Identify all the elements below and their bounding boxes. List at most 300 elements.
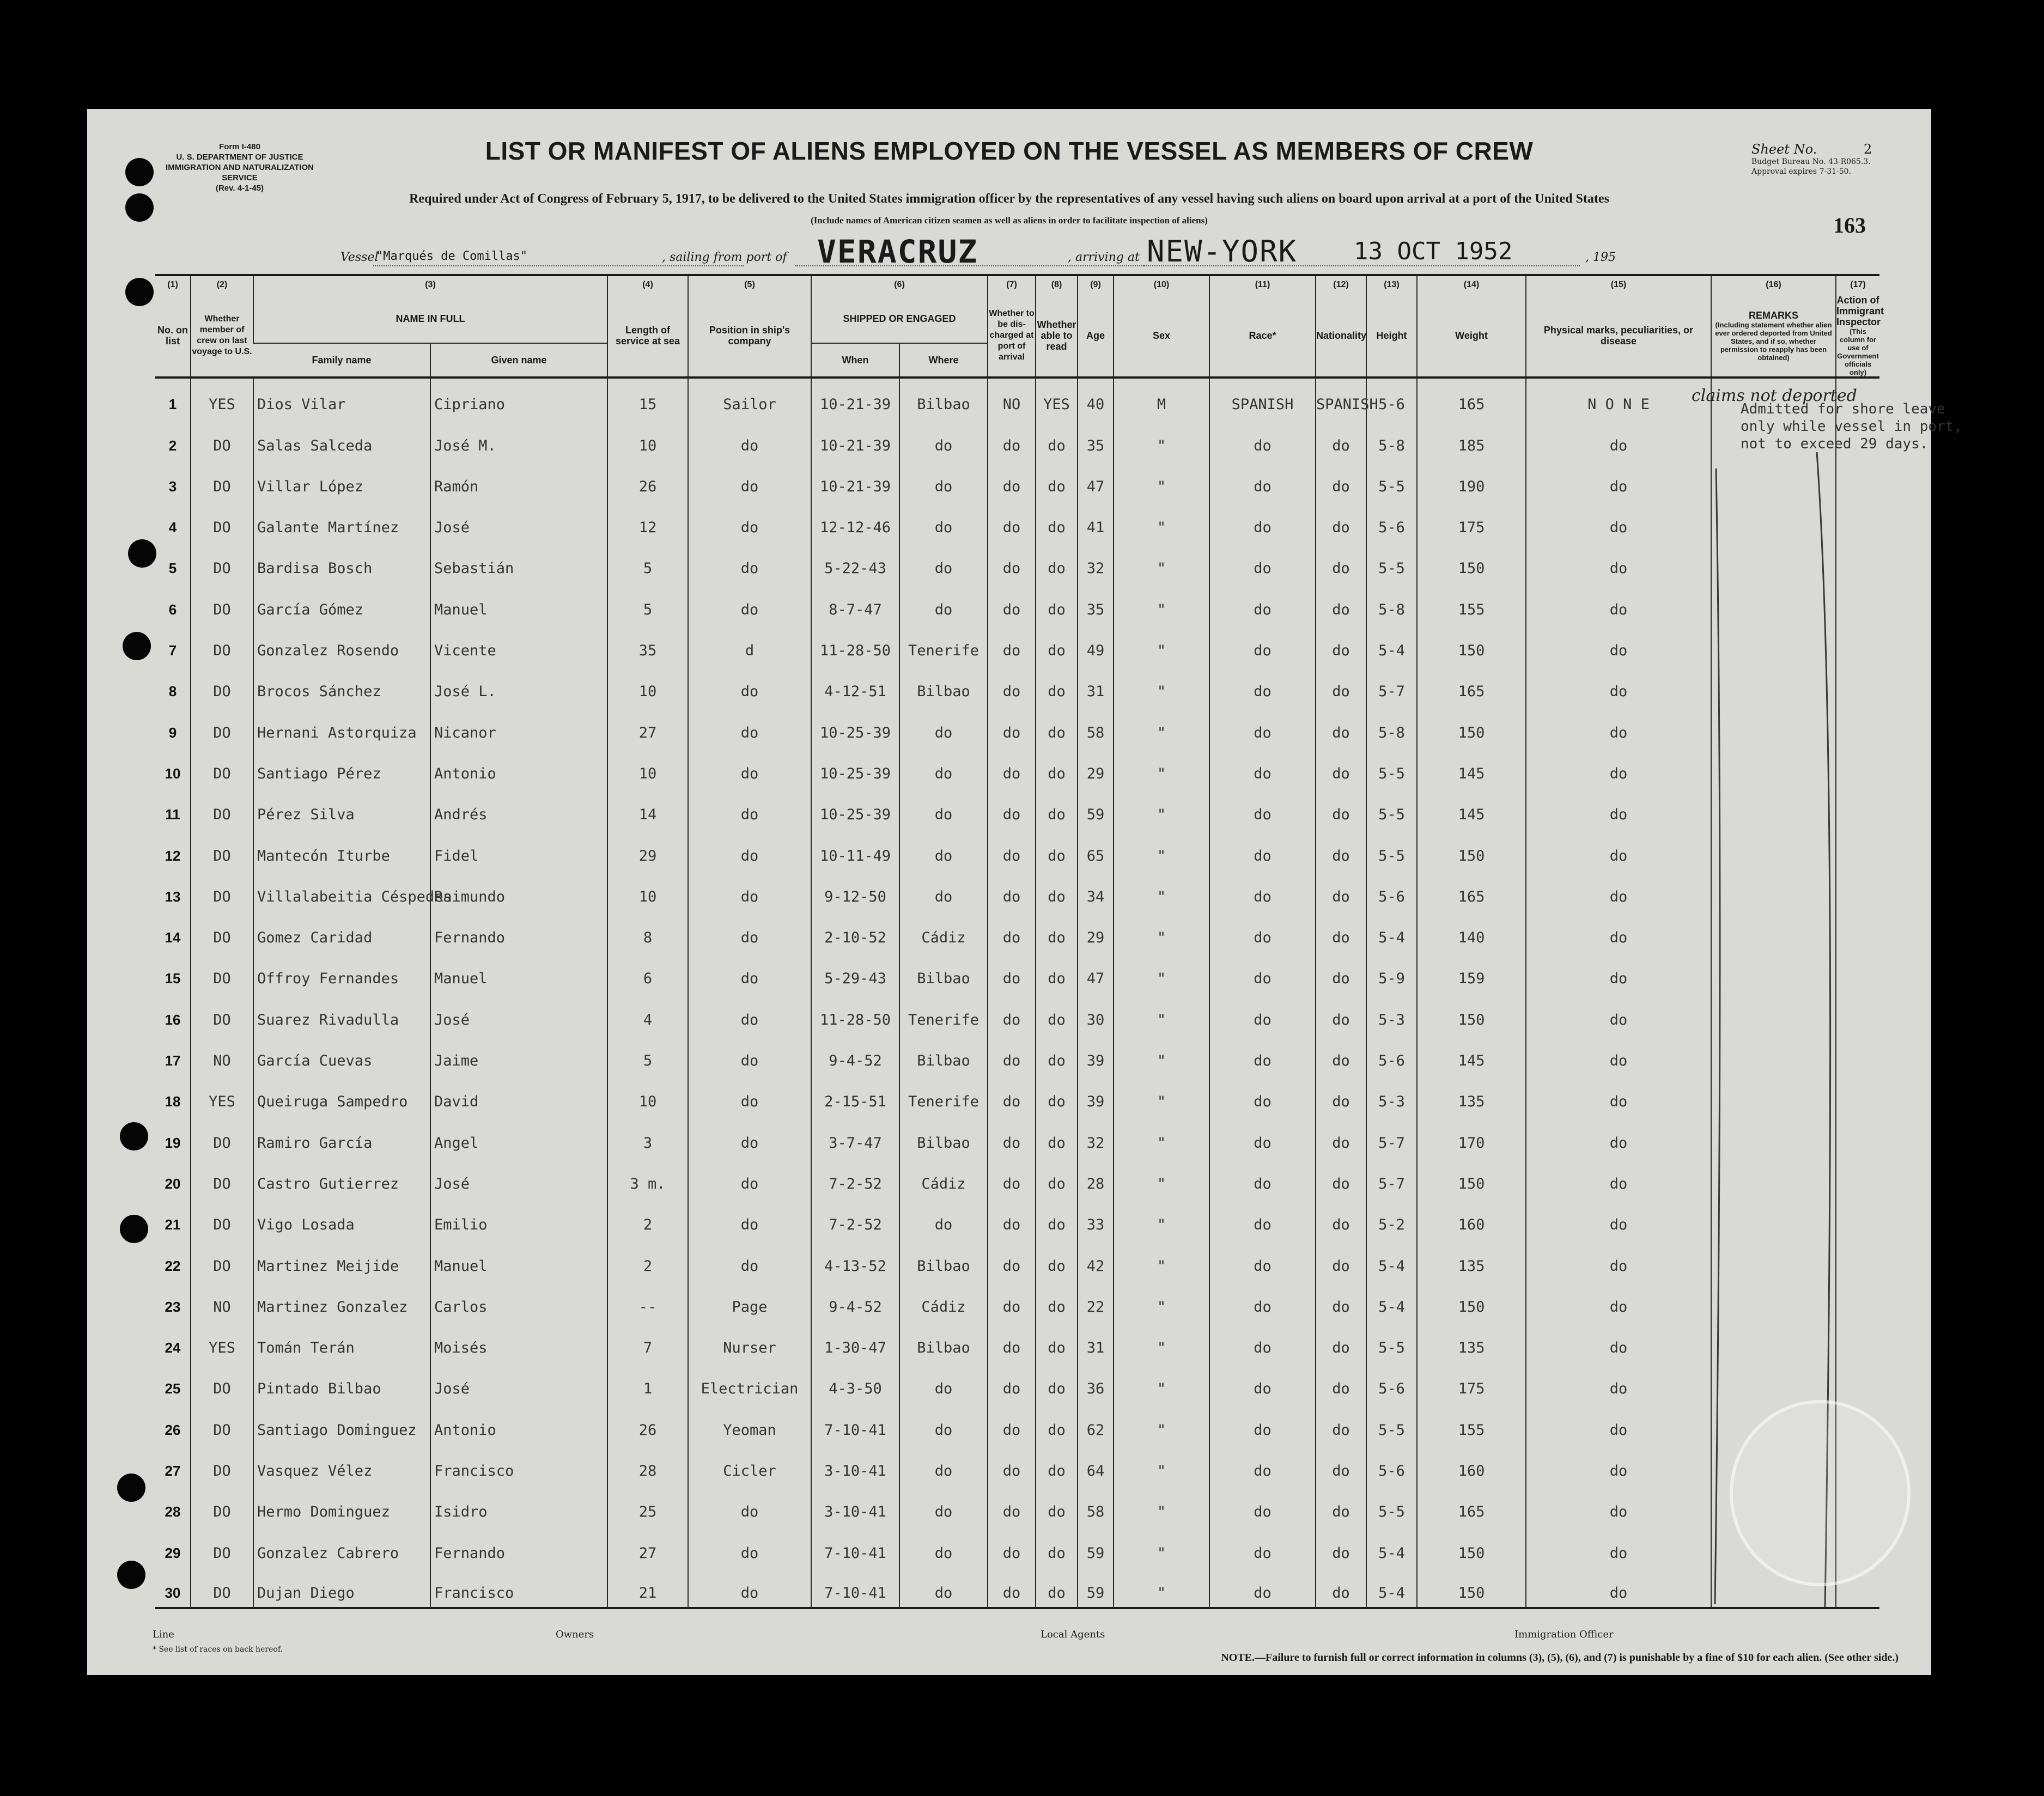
shipped-where: Bilbao (899, 952, 988, 993)
physical-marks: do (1526, 747, 1711, 788)
race: do (1209, 418, 1316, 459)
shipped-when: 1-30-47 (811, 1321, 899, 1362)
given-name: José L. (430, 665, 607, 705)
height: 5-5 (1366, 829, 1417, 869)
nationality: do (1316, 582, 1366, 623)
weight: 155 (1417, 582, 1526, 623)
nationality: do (1316, 1198, 1366, 1239)
last-voyage: DO (191, 665, 253, 705)
race: do (1209, 1239, 1316, 1280)
weight: 155 (1417, 1403, 1526, 1444)
nationality: do (1316, 1075, 1366, 1116)
given-name: Fidel (430, 829, 607, 869)
shipped-when: 5-22-43 (811, 541, 899, 582)
shipped-when: 11-28-50 (811, 624, 899, 665)
race: do (1209, 705, 1316, 746)
able-to-read: do (1036, 1034, 1078, 1075)
nationality: do (1316, 870, 1366, 911)
nationality: do (1316, 1321, 1366, 1362)
family-name: García Gómez (253, 582, 430, 623)
last-voyage: DO (191, 1198, 253, 1239)
discharged: do (988, 1485, 1036, 1526)
discharged: do (988, 665, 1036, 705)
discharged: do (988, 460, 1036, 501)
age: 22 (1078, 1280, 1114, 1321)
year-label: , 195 (1585, 251, 1616, 264)
family-name: Martinez Gonzalez (253, 1280, 430, 1321)
age: 42 (1078, 1239, 1114, 1280)
race: do (1209, 624, 1316, 665)
shipped-where: do (899, 418, 988, 459)
col-header-nationality: Nationality (1316, 295, 1366, 378)
race: do (1209, 1075, 1316, 1116)
shipped-when: 3-10-41 (811, 1485, 899, 1526)
row-number: 17 (165, 1052, 181, 1069)
position: do (688, 747, 811, 788)
age: 58 (1078, 1485, 1114, 1526)
weight: 145 (1417, 1034, 1526, 1075)
height: 5-3 (1366, 993, 1417, 1033)
shipped-when: 10-21-39 (811, 378, 899, 418)
shipped-where: do (899, 460, 988, 501)
row-number: 27 (165, 1463, 181, 1480)
weight: 159 (1417, 952, 1526, 993)
service-length: 5 (607, 582, 688, 623)
row-number: 26 (165, 1421, 181, 1438)
row-number: 1 (168, 396, 177, 413)
sex: " (1114, 665, 1209, 705)
col-num: (14) (1417, 275, 1526, 295)
able-to-read: do (1036, 1280, 1078, 1321)
shipped-where: do (899, 705, 988, 746)
position: do (688, 870, 811, 911)
last-voyage: DO (191, 870, 253, 911)
weight: 150 (1417, 1526, 1526, 1567)
shipped-when: 3-7-47 (811, 1116, 899, 1156)
family-name: Offroy Fernandes (253, 952, 430, 993)
height: 5-5 (1366, 1403, 1417, 1444)
last-voyage: YES (191, 1075, 253, 1116)
service-length: 1 (607, 1362, 688, 1403)
last-voyage: YES (191, 378, 253, 418)
service-length: 10 (607, 870, 688, 911)
able-to-read: do (1036, 1567, 1078, 1608)
height: 5-4 (1366, 1280, 1417, 1321)
weight: 150 (1417, 705, 1526, 746)
height: 5-5 (1366, 788, 1417, 829)
col-header-no: No. on list (157, 325, 188, 346)
given-name: José M. (430, 418, 607, 459)
sheet-number: 2 (1863, 142, 1872, 157)
last-voyage: DO (191, 1403, 253, 1444)
shipped-where: Bilbao (899, 1321, 988, 1362)
position: do (688, 1526, 811, 1567)
race: do (1209, 460, 1316, 501)
discharged: do (988, 829, 1036, 869)
physical-marks: do (1526, 1034, 1711, 1075)
last-voyage: DO (191, 705, 253, 746)
height: 5-5 (1366, 1321, 1417, 1362)
age: 39 (1078, 1075, 1114, 1116)
nationality: do (1316, 705, 1366, 746)
given-name: Fernando (430, 1526, 607, 1567)
action-title: Action of Immigrant Inspector (1836, 295, 1884, 327)
given-name: Moisés (430, 1321, 607, 1362)
row-number: 15 (165, 970, 181, 987)
given-name: Fernando (430, 911, 607, 952)
height: 5-7 (1366, 665, 1417, 705)
height: 5-5 (1366, 541, 1417, 582)
shipped-when: 10-25-39 (811, 747, 899, 788)
manifest-sheet (87, 109, 1962, 1675)
physical-marks: do (1526, 1444, 1711, 1485)
weight: 135 (1417, 1321, 1526, 1362)
col-header-read: Whether able to read (1036, 295, 1078, 378)
age: 32 (1078, 541, 1114, 582)
shipped-when: 11-28-50 (811, 993, 899, 1033)
service-length: 5 (607, 541, 688, 582)
height: 5-6 (1366, 1362, 1417, 1403)
discharged: do (988, 1526, 1036, 1567)
height: 5-5 (1366, 1485, 1417, 1526)
age: 65 (1078, 829, 1114, 869)
shipped-when: 3-10-41 (811, 1444, 899, 1485)
weight: 160 (1417, 1444, 1526, 1485)
discharged: do (988, 993, 1036, 1033)
sex: " (1114, 747, 1209, 788)
race: do (1209, 1485, 1316, 1526)
service-length: 35 (607, 624, 688, 665)
row-number: 4 (168, 519, 177, 536)
row-number: 20 (165, 1175, 181, 1192)
shipped-where: Bilbao (899, 1116, 988, 1156)
physical-marks: do (1526, 1526, 1711, 1567)
height: 5-8 (1366, 705, 1417, 746)
weight: 135 (1417, 1075, 1526, 1116)
discharged: do (988, 1444, 1036, 1485)
col-num: (15) (1526, 275, 1711, 295)
footer-line-label: Line (153, 1629, 174, 1640)
page-number: 163 (1833, 213, 1866, 238)
position: do (688, 911, 811, 952)
col-header-height: Height (1366, 295, 1417, 378)
shipped-when: 7-2-52 (811, 1198, 899, 1239)
family-name: Bardisa Bosch (253, 541, 430, 582)
family-name: Tomán Terán (253, 1321, 430, 1362)
age: 29 (1078, 911, 1114, 952)
last-voyage: NO (191, 1280, 253, 1321)
family-name: Villar López (253, 460, 430, 501)
arrival-port: NEW-YORK (1147, 234, 1298, 269)
last-voyage: YES (191, 1321, 253, 1362)
footer-owners-label: Owners (556, 1629, 594, 1640)
shipped-where: do (899, 829, 988, 869)
weight: 145 (1417, 747, 1526, 788)
family-name: Vigo Losada (253, 1198, 430, 1239)
col-header-family-name: Family name (253, 343, 430, 378)
height: 5-6 (1366, 501, 1417, 541)
able-to-read: do (1036, 1157, 1078, 1198)
row-number: 7 (168, 642, 177, 659)
race: do (1209, 1567, 1316, 1608)
position: Nurser (688, 1321, 811, 1362)
discharged: do (988, 541, 1036, 582)
service-length: 10 (607, 418, 688, 459)
nationality: do (1316, 1362, 1366, 1403)
age: 35 (1078, 418, 1114, 459)
nationality: do (1316, 1116, 1366, 1156)
budget-number: Budget Bureau No. 43-R065.3. (1751, 157, 1871, 166)
given-name: Vicente (430, 624, 607, 665)
able-to-read: do (1036, 993, 1078, 1033)
row-number: 21 (165, 1216, 181, 1233)
shipped-when: 2-10-52 (811, 911, 899, 952)
race: do (1209, 582, 1316, 623)
given-name: Francisco (430, 1444, 607, 1485)
service-length: -- (607, 1280, 688, 1321)
sex: " (1114, 788, 1209, 829)
col-header-when: When (811, 343, 899, 378)
discharged: do (988, 788, 1036, 829)
nationality: do (1316, 624, 1366, 665)
given-name: Sebastián (430, 541, 607, 582)
last-voyage: DO (191, 1157, 253, 1198)
nationality: do (1316, 911, 1366, 952)
able-to-read: do (1036, 460, 1078, 501)
family-name: Suarez Rivadulla (253, 993, 430, 1033)
row-number: 3 (168, 478, 177, 495)
weight: 165 (1417, 870, 1526, 911)
arriving-label: , arriving at (1068, 251, 1140, 264)
able-to-read: do (1036, 747, 1078, 788)
col-header-discharged: Whether to be dis-charged at port of arrival (988, 295, 1036, 378)
weight: 150 (1417, 541, 1526, 582)
position: Sailor (688, 378, 811, 418)
discharged: do (988, 582, 1036, 623)
age: 47 (1078, 952, 1114, 993)
given-name: Cipriano (430, 378, 607, 418)
row-number: 8 (168, 683, 177, 700)
col-num: (16) (1711, 275, 1836, 295)
physical-marks: do (1526, 1239, 1711, 1280)
physical-marks: do (1526, 1403, 1711, 1444)
height: 5-7 (1366, 1157, 1417, 1198)
able-to-read: do (1036, 1239, 1078, 1280)
position: do (688, 460, 811, 501)
last-voyage: DO (191, 624, 253, 665)
penalty-note: NOTE.—Failure to furnish full or correct information in columns (3), (5), (6), and (7) is punishable by a fine of $10 for each alien. (See other side.) (1221, 1652, 1899, 1664)
age: 58 (1078, 705, 1114, 746)
discharged: NO (988, 378, 1036, 418)
shipped-when: 7-10-41 (811, 1403, 899, 1444)
weight: 190 (1417, 460, 1526, 501)
row-number: 6 (168, 601, 177, 618)
sailing-label: , sailing from port of (662, 251, 787, 264)
last-voyage: DO (191, 952, 253, 993)
subtitle: Required under Act of Congress of February 5, 1917, to be delivered to the United States immigration officer by the representatives of any vessel having such aliens on board upon arrival at a port of the United States (409, 192, 1609, 206)
service-length: 25 (607, 1485, 688, 1526)
col-num: (5) (688, 275, 811, 295)
last-voyage: DO (191, 418, 253, 459)
given-name: Manuel (430, 952, 607, 993)
weight: 175 (1417, 1362, 1526, 1403)
given-name: Isidro (430, 1485, 607, 1526)
height: 5-2 (1366, 1198, 1417, 1239)
position: do (688, 952, 811, 993)
discharged: do (988, 1403, 1036, 1444)
shipped-where: do (899, 541, 988, 582)
nationality: do (1316, 747, 1366, 788)
position: Page (688, 1280, 811, 1321)
weight: 165 (1417, 665, 1526, 705)
service-length: 8 (607, 911, 688, 952)
col-num: (10) (1114, 275, 1209, 295)
last-voyage: DO (191, 1485, 253, 1526)
height: 5-7 (1366, 1116, 1417, 1156)
sex: " (1114, 1075, 1209, 1116)
position: do (688, 829, 811, 869)
shipped-when: 10-25-39 (811, 705, 899, 746)
col-header-weight: Weight (1417, 295, 1526, 378)
shipped-where: do (899, 747, 988, 788)
age: 39 (1078, 1034, 1114, 1075)
position: do (688, 1567, 811, 1608)
service-length: 10 (607, 1075, 688, 1116)
sex: " (1114, 1239, 1209, 1280)
shipped-where: Cádiz (899, 1280, 988, 1321)
physical-marks: do (1526, 1116, 1711, 1156)
row-number: 14 (165, 929, 181, 946)
race: do (1209, 1403, 1316, 1444)
row-number: 29 (165, 1544, 181, 1561)
shipped-where: Cádiz (899, 1157, 988, 1198)
able-to-read: do (1036, 829, 1078, 869)
consulate-seal (1730, 1400, 1911, 1586)
row-number: 10 (165, 765, 181, 782)
shipped-where: do (899, 1198, 988, 1239)
subtitle-note: (Include names of American citizen seamen as well as aliens in order to facilitate inspection of aliens) (811, 215, 1208, 226)
races-note: * See list of races on back hereof. (153, 1645, 283, 1654)
age: 59 (1078, 788, 1114, 829)
shipped-when: 9-12-50 (811, 870, 899, 911)
physical-marks: do (1526, 1485, 1711, 1526)
height: 5-8 (1366, 418, 1417, 459)
discharged: do (988, 870, 1036, 911)
position: Electrician (688, 1362, 811, 1403)
given-name: José (430, 993, 607, 1033)
last-voyage: DO (191, 1526, 253, 1567)
height: 5-4 (1366, 1526, 1417, 1567)
race: do (1209, 1280, 1316, 1321)
service-length: 28 (607, 1444, 688, 1485)
physical-marks: do (1526, 624, 1711, 665)
discharged: do (988, 1116, 1036, 1156)
family-name: Villalabeitia Céspedes (253, 870, 430, 911)
shipped-where: do (899, 1362, 988, 1403)
shipped-when: 12-12-46 (811, 501, 899, 541)
family-name: Martinez Meijide (253, 1239, 430, 1280)
given-name: Antonio (430, 1403, 607, 1444)
position: do (688, 1116, 811, 1156)
sex: " (1114, 418, 1209, 459)
physical-marks: do (1526, 501, 1711, 541)
handwritten-remark: claims not deported (1692, 386, 1857, 405)
physical-marks: do (1526, 952, 1711, 993)
family-name: Pintado Bilbao (253, 1362, 430, 1403)
physical-marks: do (1526, 1567, 1711, 1608)
race: do (1209, 747, 1316, 788)
position: do (688, 501, 811, 541)
col-num: (17) (1836, 275, 1879, 295)
service-length: 7 (607, 1321, 688, 1362)
departure-port: VERACRUZ (817, 233, 978, 270)
able-to-read: do (1036, 788, 1078, 829)
shipped-where: Tenerife (899, 993, 988, 1033)
discharged: do (988, 1567, 1036, 1608)
age: 62 (1078, 1403, 1114, 1444)
approval-date: Approval expires 7-31-50. (1751, 167, 1852, 176)
race: do (1209, 870, 1316, 911)
last-voyage: DO (191, 1116, 253, 1156)
race: do (1209, 1362, 1316, 1403)
family-name: Gomez Caridad (253, 911, 430, 952)
physical-marks: do (1526, 1075, 1711, 1116)
family-name: Queiruga Sampedro (253, 1075, 430, 1116)
family-name: Gonzalez Rosendo (253, 624, 430, 665)
row-number: 12 (165, 847, 181, 864)
sex: " (1114, 1362, 1209, 1403)
shipped-where: do (899, 501, 988, 541)
last-voyage: DO (191, 747, 253, 788)
position: Cicler (688, 1444, 811, 1485)
family-name: Mantecón Iturbe (253, 829, 430, 869)
discharged: do (988, 1362, 1036, 1403)
last-voyage: DO (191, 829, 253, 869)
nationality: do (1316, 1444, 1366, 1485)
family-name: García Cuevas (253, 1034, 430, 1075)
family-name: Santiago Dominguez (253, 1403, 430, 1444)
discharged: do (988, 1321, 1036, 1362)
col-header-race: Race* (1209, 295, 1316, 378)
family-name: Galante Martínez (253, 501, 430, 541)
remarks-title: REMARKS (1748, 309, 1798, 321)
position: do (688, 1239, 811, 1280)
col-header-given-name: Given name (430, 343, 607, 378)
nationality: do (1316, 1280, 1366, 1321)
shipped-where: do (899, 870, 988, 911)
col-num: (12) (1316, 275, 1366, 295)
sex: " (1114, 911, 1209, 952)
sex: " (1114, 501, 1209, 541)
service-name: IMMIGRATION AND NATURALIZATION SERVICE (166, 163, 314, 182)
able-to-read: do (1036, 418, 1078, 459)
family-name: Dujan Diego (253, 1567, 430, 1608)
position: Yeoman (688, 1403, 811, 1444)
col-num: (2) (191, 275, 253, 295)
able-to-read: YES (1036, 378, 1078, 418)
shipped-when: 10-11-49 (811, 829, 899, 869)
shipped-when: 8-7-47 (811, 582, 899, 623)
race: do (1209, 788, 1316, 829)
age: 47 (1078, 460, 1114, 501)
col-header-age: Age (1078, 295, 1114, 378)
discharged: do (988, 1239, 1036, 1280)
shipped-when: 4-12-51 (811, 665, 899, 705)
weight: 140 (1417, 911, 1526, 952)
sex: " (1114, 1034, 1209, 1075)
col-header-where: Where (899, 343, 988, 378)
weight: 145 (1417, 788, 1526, 829)
